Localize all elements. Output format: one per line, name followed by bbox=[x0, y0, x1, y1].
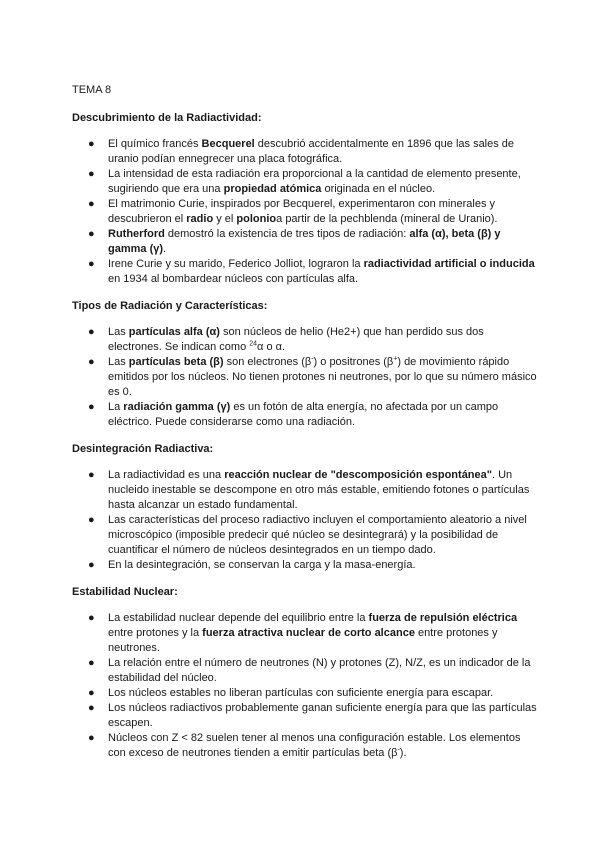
superscript-text: - bbox=[397, 746, 400, 754]
bullet-icon: ● bbox=[88, 514, 95, 526]
body-text: La estabilidad nuclear depende del equilibrio entre la bbox=[108, 612, 369, 624]
bold-text: radio bbox=[186, 213, 214, 225]
body-text: La radiactividad es una bbox=[108, 469, 225, 481]
body-text: y el bbox=[213, 213, 237, 225]
body-text: Las características del proceso radiactivo incluyen el comportamiento aleatorio a nivel microscópico (imposible predecir qué núcleo se desintegrará) y la posibilidad de cuantificar el número de núcleos desintegrados en un tiempo dado. bbox=[108, 514, 527, 556]
list-item bbox=[72, 611, 540, 656]
bullet-icon: ● bbox=[88, 702, 95, 714]
bold-text: partículas alfa (α) bbox=[128, 326, 220, 338]
bullet-icon: ● bbox=[88, 258, 95, 270]
bold-text: Rutherford bbox=[108, 228, 165, 240]
document-body bbox=[72, 111, 540, 761]
bullet-icon: ● bbox=[88, 732, 95, 744]
bullet-list bbox=[72, 137, 540, 287]
list-item bbox=[72, 731, 540, 761]
body-text: El matrimonio Curie, inspirados por Becquerel, experimentaron con minerales y descubrieron el bbox=[108, 198, 496, 225]
bold-text: radiactividad artificial o inducida bbox=[363, 258, 535, 270]
list-item bbox=[72, 686, 540, 701]
bullet-icon: ● bbox=[88, 687, 95, 699]
bold-text: alfa (α), beta (β) y gamma (γ) bbox=[108, 228, 501, 255]
list-item bbox=[72, 400, 540, 430]
document-title: TEMA 8 bbox=[72, 84, 112, 96]
bold-text: polonio bbox=[236, 213, 277, 225]
body-text: descubrió accidentalmente en 1896 que las sales de uranio podían ennegrecer una placa fotográfica. bbox=[108, 138, 515, 165]
bold-text: Becquerel bbox=[201, 138, 255, 150]
body-text: en 1934 al bombardear núcleos con partículas alfa. bbox=[108, 273, 359, 285]
bold-text: fuerza atractiva nuclear de corto alcance bbox=[202, 627, 415, 639]
body-text: entre protones y neutrones. bbox=[108, 627, 498, 654]
bullet-icon: ● bbox=[88, 469, 95, 481]
section-heading: Desintegración Radiactiva: bbox=[72, 443, 214, 455]
section-heading: Tipos de Radiación y Características: bbox=[72, 300, 268, 312]
bold-text: propiedad atómica bbox=[223, 183, 322, 195]
bullet-icon: ● bbox=[88, 559, 95, 571]
body-text: entre protones y la bbox=[108, 627, 203, 639]
body-text: La bbox=[108, 401, 124, 413]
list-item bbox=[72, 167, 540, 197]
superscript-text: 24 bbox=[249, 340, 258, 348]
bullet-list bbox=[72, 468, 540, 573]
body-text: El químico francés bbox=[108, 138, 202, 150]
bullet-list bbox=[72, 611, 540, 761]
bullet-list bbox=[72, 325, 540, 430]
list-item bbox=[72, 513, 540, 558]
body-text: . bbox=[163, 243, 167, 255]
list-item bbox=[72, 197, 540, 227]
body-text: ) o positrones (β bbox=[313, 356, 394, 368]
section-heading: Descubrimiento de la Radiactividad: bbox=[72, 112, 262, 124]
body-text: La relación entre el número de neutrones (N) y protones (Z), N/Z, es un indicador de la estabilidad del núcleo. bbox=[108, 657, 531, 684]
body-text: es un fotón de alta energía, no afectada por un campo eléctrico. Puede considerarse como una radiación. bbox=[108, 401, 499, 428]
body-text: son núcleos de helio (He2+) que han perdido sus dos electrones. Se indican como bbox=[108, 326, 484, 353]
section-heading: Estabilidad Nuclear: bbox=[72, 586, 178, 598]
bullet-icon: ● bbox=[88, 401, 95, 413]
body-text: Las bbox=[108, 326, 129, 338]
body-text: son electrones (β bbox=[223, 356, 312, 368]
list-item bbox=[72, 257, 540, 287]
body-text: Núcleos con Z < 82 suelen tener al menos una configuración estable. Los elementos con exceso de neutrones tienden a emitir partículas beta (β bbox=[108, 732, 521, 759]
body-text: La intensidad de esta radiación era proporcional a la cantidad de elemento presente, sugiriendo que era una bbox=[108, 168, 521, 195]
bullet-icon: ● bbox=[88, 138, 95, 150]
list-item bbox=[72, 227, 540, 257]
bold-text: radiación gamma (γ) bbox=[123, 401, 231, 413]
list-item bbox=[72, 325, 540, 355]
bold-text: fuerza de repulsión eléctrica bbox=[368, 612, 518, 624]
body-text: Los núcleos estables no liberan partículas con suficiente energía para escapar. bbox=[108, 687, 494, 699]
bullet-icon: ● bbox=[88, 356, 95, 368]
list-item bbox=[72, 355, 540, 400]
bullet-icon: ● bbox=[88, 198, 95, 210]
list-item bbox=[72, 656, 540, 686]
body-text: Irene Curie y su marido, Federico Jolliot, lograron la bbox=[108, 258, 364, 270]
superscript-text: + bbox=[393, 355, 398, 363]
list-item bbox=[72, 468, 540, 513]
bullet-icon: ● bbox=[88, 612, 95, 624]
list-item bbox=[72, 558, 540, 573]
bullet-icon: ● bbox=[88, 228, 95, 240]
bullet-icon: ● bbox=[88, 326, 95, 338]
bullet-icon: ● bbox=[88, 657, 95, 669]
body-text: Los núcleos radiactivos probablemente ganan suficiente energía para que las partículas escapen. bbox=[108, 702, 537, 729]
bullet-icon: ● bbox=[88, 168, 95, 180]
body-text: Las bbox=[108, 356, 129, 368]
bold-text: reacción nuclear de "descomposición espontánea" bbox=[224, 469, 492, 481]
body-text: ) de movimiento rápido emitidos por los núcleos. No tienen protones ni neutrones, por lo que su número másico es 0. bbox=[108, 356, 537, 398]
body-text: originada en el núcleo. bbox=[321, 183, 436, 195]
body-text: α o α. bbox=[257, 341, 286, 353]
body-text: En la desintegración, se conservan la carga y la masa-energía. bbox=[108, 559, 416, 571]
body-text: . Un nucleido inestable se descompone en otro más estable, emitiendo fotones o partículas hasta alcanzar un estado fundamental. bbox=[108, 469, 530, 511]
list-item bbox=[72, 701, 540, 731]
body-text: ). bbox=[399, 747, 407, 759]
body-text: demostró la existencia de tres tipos de radiación: bbox=[164, 228, 410, 240]
bold-text: partículas beta (β) bbox=[128, 356, 224, 368]
superscript-text: - bbox=[311, 355, 314, 363]
list-item bbox=[72, 137, 540, 167]
body-text: a partir de la pechblenda (mineral de Uranio). bbox=[276, 213, 498, 225]
